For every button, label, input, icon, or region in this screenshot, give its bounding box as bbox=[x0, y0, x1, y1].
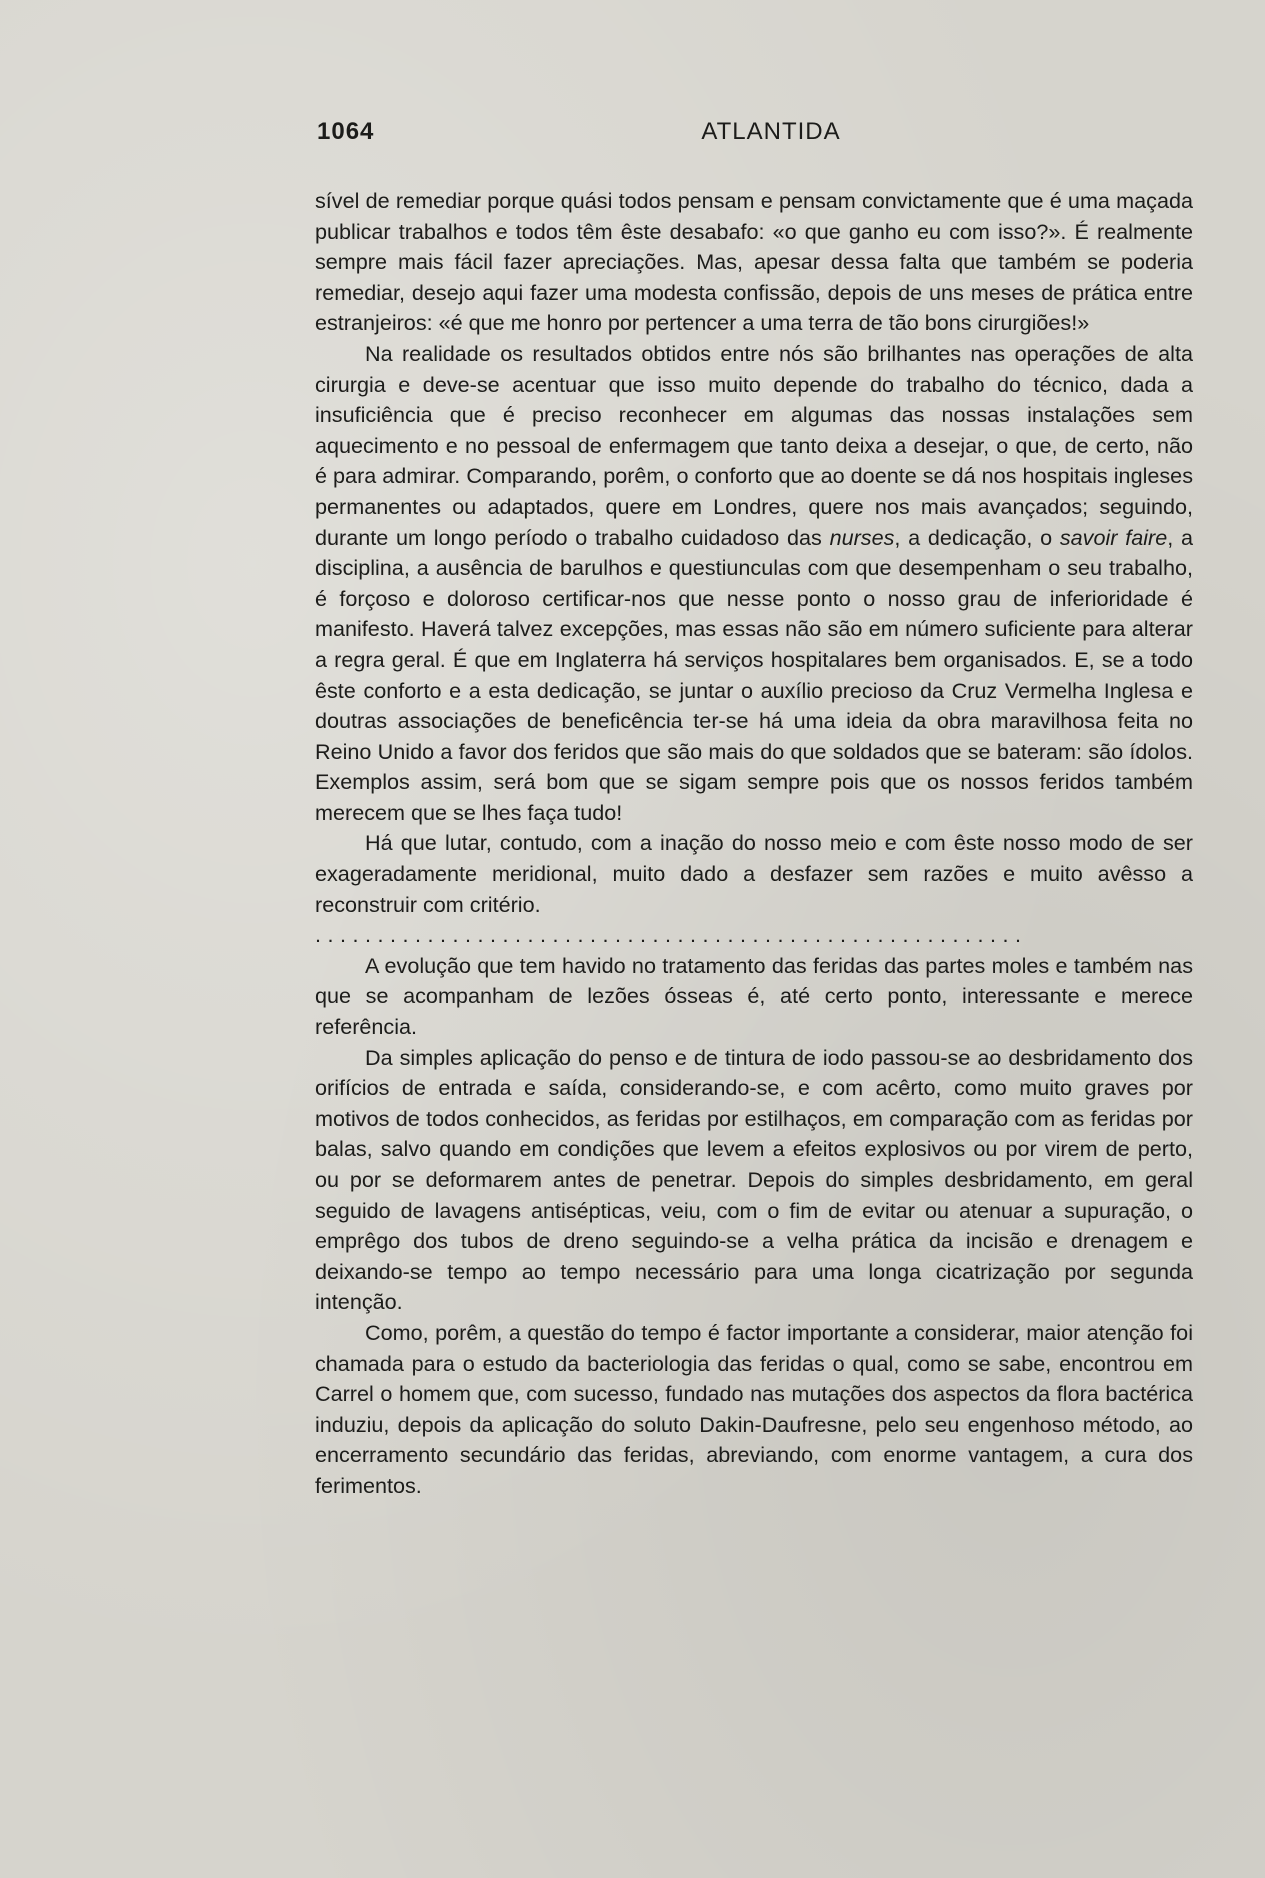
paragraph-text: Na realidade os resultados obtidos entre nós são brilhantes nas operações de alta cirurgia e deve-se acentuar que isso muito depende do trabalho do técnico, dada a insuficiência que é preciso reconhecer em algumas das nossas instalações sem aquecimento e no pessoal de enfermagem que tanto deixa a desejar, o que, de certo, não é para admirar. Comparando, porêm, o conforto que ao doente se dá nos hospitais ingleses permanentes ou adaptados, quere em Londres, quere nos mais avançados; seguindo, durante um longo período o trabalho cuidadoso das bbox=[315, 340, 1193, 550]
paragraph-text: sível de remediar porque quási todos pensam e pensam convictamente que é uma maçada publicar trabalhos e todos têm êste desabafo: «o que ganho eu com isso?». É realmente sempre mais fácil fazer apreciações. Mas, apesar dessa falta que também se poderia remediar, desejo aqui fazer uma modesta confissão, depois de uns meses de prática entre estranjeiros: «é que me honro por pertencer a uma terra de tão bons cirurgiões!» bbox=[315, 188, 1193, 336]
paragraph bbox=[315, 828, 1193, 920]
emphasis-text: nurses bbox=[829, 524, 895, 550]
paragraph-text: Há que lutar, contudo, com a inação do nosso meio e com êste nosso modo de ser exageradamente meridional, muito dado a desfazer sem razões e muito avêsso a reconstruir com critério. bbox=[315, 830, 1193, 917]
paragraph-text: Como, porêm, a questão do tempo é factor importante a considerar, maior atenção foi chamada para o estudo da bacteriologia das feridas o qual, como se sabe, encontrou em Carrel o homem que, com sucesso, fundado nas mutações dos aspectos da flora bactérica induziu, depois da aplicação do soluto Dakin-Daufresne, pelo seu engenhoso método, ao encerramento secundário das feridas, abreviando, com enorme vantagem, a cura dos ferimentos. bbox=[315, 1319, 1193, 1498]
section-separator bbox=[315, 920, 1193, 951]
paragraph bbox=[315, 339, 1193, 829]
running-title: ATLANTIDA bbox=[701, 118, 841, 145]
paragraph-text: , a disciplina, a ausência de barulhos e questiunculas com que desempenham o seu trabalho, é forçoso e doloroso certificar-nos que nesse ponto o nosso grau de inferioridade é manifesto. Haverá talvez excepções, mas essas não são em número suficiente para alterar a regra geral. É que em Inglaterra há serviços hospitalares bem organisados. E, se a todo êste conforto e a esta dedicação, se juntar o auxílio precioso da Cruz Vermelha Inglesa e doutras associações de beneficência ter-se há uma ideia da obra maravilhosa feita no Reino Unido a favor dos feridos que são mais do que soldados que se bateram: são ídolos. Exemplos assim, será bom que se sigam sempre pois que os nossos feridos também merecem que se lhes faça tudo! bbox=[315, 524, 1193, 825]
paragraph-text: , a dedicação, o bbox=[894, 524, 1060, 550]
paragraph bbox=[315, 1318, 1193, 1502]
paragraph bbox=[315, 951, 1193, 1043]
paragraph-text: ......................................................... bbox=[315, 922, 1028, 948]
emphasis-text: savoir faire bbox=[1059, 524, 1168, 550]
paragraph bbox=[315, 186, 1193, 339]
body-text bbox=[315, 186, 1193, 1502]
page-number: 1064 bbox=[317, 118, 375, 145]
paragraph-text: Da simples aplicação do penso e de tintura de iodo passou-se ao desbridamento dos orifícios de entrada e saída, considerando-se, e com acêrto, como muito graves por motivos de todos conhecidos, as feridas por estilhaços, em comparação com as feridas por balas, salvo quando em condições que levem a efeitos explosivos ou por virem de perto, ou por se deformarem antes de penetrar. Depois do simples desbridamento, em geral seguido de lavagens antisépticas, veiu, com o fim de evitar ou atenuar a supuração, o emprêgo dos tubos de dreno seguindo-se a velha prática da incisão e drenagem e deixando-se tempo ao tempo necessário para uma longa cicatrização por segunda intenção. bbox=[315, 1044, 1193, 1315]
paragraph-text: A evolução que tem havido no tratamento das feridas das partes moles e também nas que se acompanham de lezões ósseas é, até certo ponto, interessante e merece referência. bbox=[315, 952, 1193, 1040]
page-header bbox=[317, 118, 1195, 158]
paragraph bbox=[315, 1043, 1193, 1318]
